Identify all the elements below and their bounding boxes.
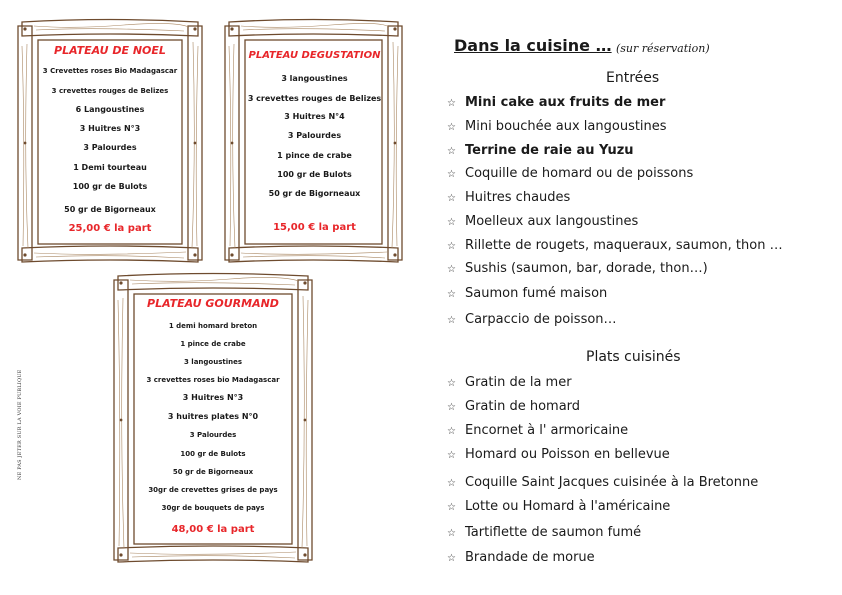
plateau-gourmand-item: 3 Huitres N°3 xyxy=(182,393,244,402)
star-icon: ☆ xyxy=(447,553,456,564)
plateau-gourmand-item: 3 huitres plates N°0 xyxy=(167,412,259,421)
plateau-noel-card xyxy=(40,40,180,240)
plateau-gourmand-item: 100 gr de Bulots xyxy=(180,450,246,458)
menu-item: ☆ Gratin de la mer xyxy=(447,375,572,390)
plateau-gourmand-item: 1 pince de crabe xyxy=(180,340,246,348)
plateau-degustation-item: 100 gr de Bulots xyxy=(277,170,352,179)
star-icon: ☆ xyxy=(447,241,456,252)
star-icon: ☆ xyxy=(447,426,456,437)
plateau-gourmand-price: 48,00 € la part xyxy=(171,524,255,535)
plateau-noel-item: 3 Crevettes roses Bio Madagascar xyxy=(42,67,178,75)
plats-heading: Plats cuisinés xyxy=(586,349,681,365)
plateau-gourmand-item: 3 langoustines xyxy=(183,358,243,366)
star-icon: ☆ xyxy=(447,169,456,180)
menu-item: ☆ Mini bouchée aux langoustines xyxy=(447,119,667,134)
star-icon: ☆ xyxy=(447,502,456,513)
star-icon: ☆ xyxy=(447,402,456,413)
plateau-noel-item: 3 crevettes rouges de Belizes xyxy=(51,87,169,95)
star-icon: ☆ xyxy=(447,478,456,489)
plateau-degustation-item: 3 crevettes rouges de Belizes xyxy=(247,94,382,103)
star-icon: ☆ xyxy=(447,146,456,157)
plateau-noel-item: 50 gr de Bigorneaux xyxy=(64,205,156,214)
plateau-noel-item: 6 Langoustines xyxy=(75,105,145,114)
plateau-noel-item: 3 Palourdes xyxy=(83,143,137,152)
menu-item: ☆ Huitres chaudes xyxy=(447,190,571,205)
cuisine-subtitle: (sur réservation) xyxy=(616,42,710,55)
plateau-degustation-item: 50 gr de Bigorneaux xyxy=(268,189,361,198)
star-icon: ☆ xyxy=(447,315,456,326)
plateau-noel-title: PLATEAU DE NOEL xyxy=(54,44,166,57)
plateau-gourmand-item: 50 gr de Bigorneaux xyxy=(172,468,254,476)
menu-item: ☆ Coquille de homard ou de poissons xyxy=(447,166,694,181)
plateau-degustation-price: 15,00 € la part xyxy=(273,222,356,233)
menu-item: ☆ Terrine de raie au Yuzu xyxy=(447,143,634,158)
menu-item: ☆ Brandade de morue xyxy=(447,550,595,565)
star-icon: ☆ xyxy=(447,264,456,275)
plateau-noel-item: 1 Demi tourteau xyxy=(73,163,147,172)
star-icon: ☆ xyxy=(447,450,456,461)
menu-item: ☆ Lotte ou Homard à l'américaine xyxy=(447,499,671,514)
plateau-gourmand-item: 3 crevettes roses bio Madagascar xyxy=(146,376,280,384)
menu-item: ☆ Tartiflette de saumon fumé xyxy=(447,525,642,540)
plateau-gourmand-card xyxy=(134,294,292,544)
plateau-degustation-card xyxy=(246,40,383,240)
menu-item: ☆ Coquille Saint Jacques cuisinée à la Bretonne xyxy=(447,475,759,490)
menu-item: ☆ Moelleux aux langoustines xyxy=(447,214,639,229)
plateau-degustation-item: 3 Huitres N°4 xyxy=(284,112,345,121)
plateau-degustation-item: 1 pince de crabe xyxy=(277,151,352,160)
plateau-noel-price: 25,00 € la part xyxy=(68,223,152,234)
plateau-noel-item: 3 Huitres N°3 xyxy=(79,124,141,133)
menu-item: ☆ Encornet à l' armoricaine xyxy=(447,423,629,438)
plateau-degustation-title: PLATEAU DEGUSTATION xyxy=(248,50,381,61)
plateau-gourmand-item: 3 Palourdes xyxy=(189,431,237,439)
plateau-gourmand-item: 30gr de crevettes grises de pays xyxy=(148,486,278,494)
menu-item: ☆ Homard ou Poisson en bellevue xyxy=(447,447,670,462)
entrees-heading: Entrées xyxy=(606,70,660,86)
star-icon: ☆ xyxy=(447,528,456,539)
star-icon: ☆ xyxy=(447,289,456,300)
menu-item: ☆ Rillette de rougets, maqueraux, saumon, thon … xyxy=(447,238,783,253)
star-icon: ☆ xyxy=(447,98,456,109)
plateau-degustation-item: 3 langoustines xyxy=(281,74,348,83)
side-note: NE PAS JETER SUR LA VOIE PUBLIQUE xyxy=(17,369,23,480)
menu-item: ☆ Saumon fumé maison xyxy=(447,286,608,301)
menu-item: ☆ Gratin de homard xyxy=(447,399,581,414)
star-icon: ☆ xyxy=(447,193,456,204)
plateau-gourmand-title: PLATEAU GOURMAND xyxy=(147,297,279,310)
plateau-noel-item: 100 gr de Bulots xyxy=(72,182,148,191)
star-icon: ☆ xyxy=(447,378,456,389)
menu-item: ☆ Sushis (saumon, bar, dorade, thon…) xyxy=(447,261,708,276)
plateau-gourmand-item: 1 demi homard breton xyxy=(168,322,258,330)
menu-item: ☆ Carpaccio de poisson… xyxy=(447,312,617,327)
plateau-degustation-item: 3 Palourdes xyxy=(287,131,342,140)
menu-item: ☆ Mini cake aux fruits de mer xyxy=(447,95,666,110)
star-icon: ☆ xyxy=(447,217,456,228)
star-icon: ☆ xyxy=(447,122,456,133)
cuisine-title: Dans la cuisine … xyxy=(454,36,612,55)
plateau-gourmand-item: 30gr de bouquets de pays xyxy=(161,504,265,512)
